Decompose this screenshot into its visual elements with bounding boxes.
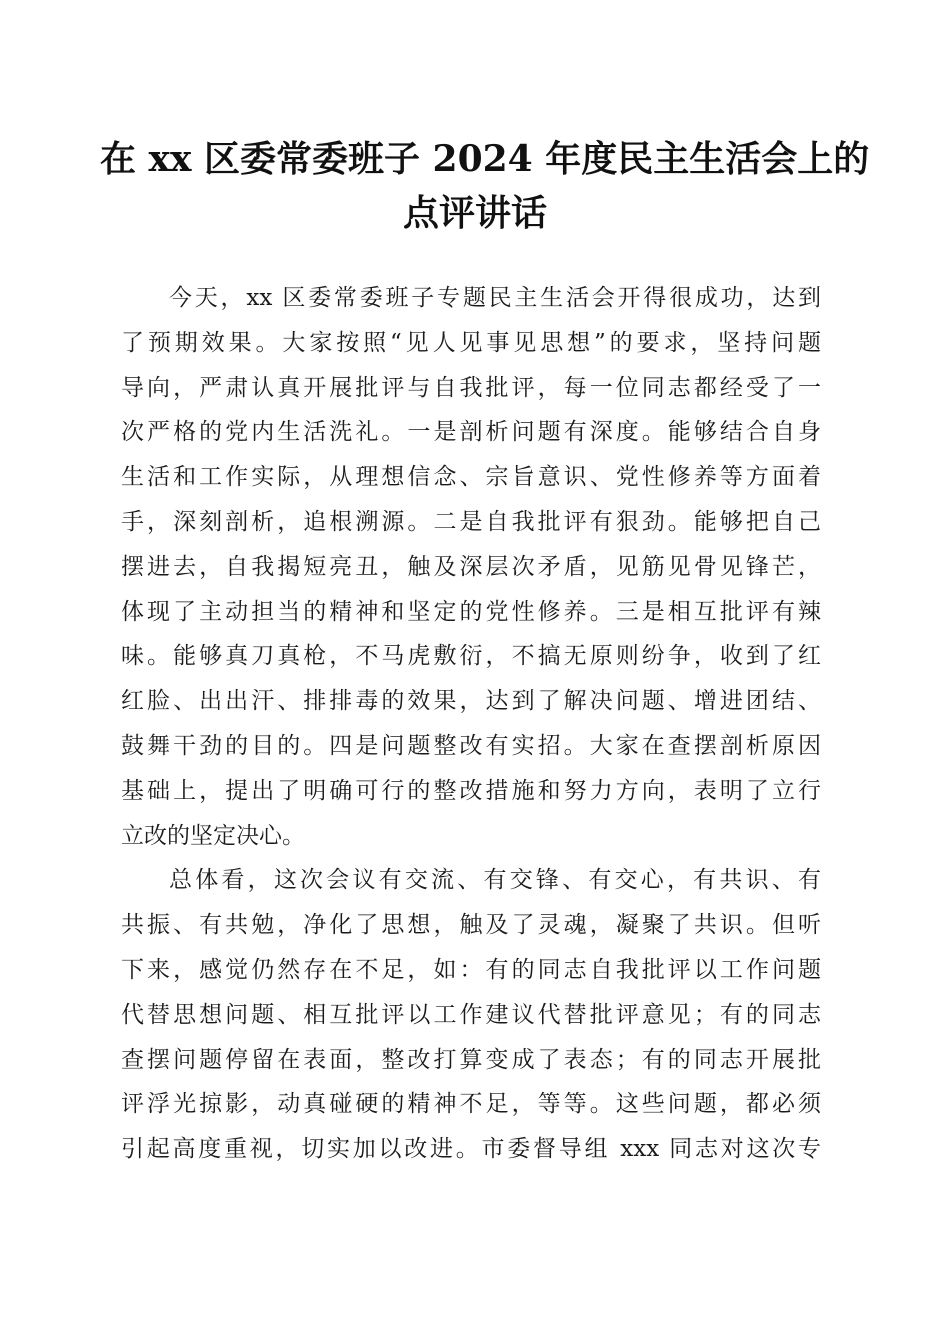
paragraph-line: 总体看，这次会议有交流、有交锋、有交心，有共识、有 xyxy=(169,867,821,894)
paragraph-line: 鼓舞干劲的目的。四是问题整改有实招。大家在查摆剖析原因 xyxy=(121,732,821,759)
paragraph-line: 查摆问题停留在表面，整改打算变成了表态；有的同志开展批 xyxy=(121,1046,821,1073)
paragraph-line: 体现了主动担当的精神和坚定的党性修养。三是相互批评有辣 xyxy=(121,598,821,625)
paragraph-line: 摆进去，自我揭短亮丑，触及深层次矛盾，见筋见骨见锋芒， xyxy=(121,553,821,580)
paragraph-line: 基础上，提出了明确可行的整改措施和努力方向，表明了立行 xyxy=(121,777,821,804)
paragraph-line: 次严格的党内生活洗礼。一是剖析问题有深度。能够结合自身 xyxy=(121,419,821,446)
paragraph-line: 立改的坚定决心。 xyxy=(121,822,305,849)
paragraph-line: 生活和工作实际，从理想信念、宗旨意识、党性修养等方面着 xyxy=(121,464,821,491)
document-title xyxy=(100,132,870,240)
paragraph-line: 手，深刻剖析，追根溯源。二是自我批评有狠劲。能够把自己 xyxy=(121,508,821,535)
paragraph-line: 味。能够真刀真枪，不马虎敷衍，不搞无原则纷争，收到了红 xyxy=(121,643,821,670)
paragraph-line: 引起高度重视，切实加以改进。市委督导组 xxx 同志对这次专 xyxy=(121,1136,821,1163)
paragraph-line: 红脸、出出汗、排排毒的效果，达到了解决问题、增进团结、 xyxy=(121,688,821,715)
paragraph-line: 导向，严肃认真开展批评与自我批评，每一位同志都经受了一 xyxy=(121,374,821,401)
title-line-1: 在 xx 区委常委班子 2024 年度民主生活会上的 xyxy=(100,138,870,180)
paragraph-line: 代替思想问题、相互批评以工作建议代替批评意见；有的同志 xyxy=(121,1001,821,1028)
paragraph-2 xyxy=(121,858,821,1172)
paragraph-line: 了预期效果。大家按照“见人见事见思想”的要求，坚持问题 xyxy=(121,329,821,356)
paragraph-1 xyxy=(121,276,821,858)
document-body xyxy=(121,276,821,1172)
paragraph-line: 评浮光掠影，动真碰硬的精神不足，等等。这些问题，都必须 xyxy=(121,1091,821,1118)
paragraph-line: 下来，感觉仍然存在不足，如：有的同志自我批评以工作问题 xyxy=(121,956,821,983)
paragraph-line: 今天，xx 区委常委班子专题民主生活会开得很成功，达到 xyxy=(169,285,821,311)
paragraph-line: 共振、有共勉，净化了思想，触及了灵魂，凝聚了共识。但听 xyxy=(121,912,821,939)
title-line-2: 点评讲话 xyxy=(402,192,547,234)
